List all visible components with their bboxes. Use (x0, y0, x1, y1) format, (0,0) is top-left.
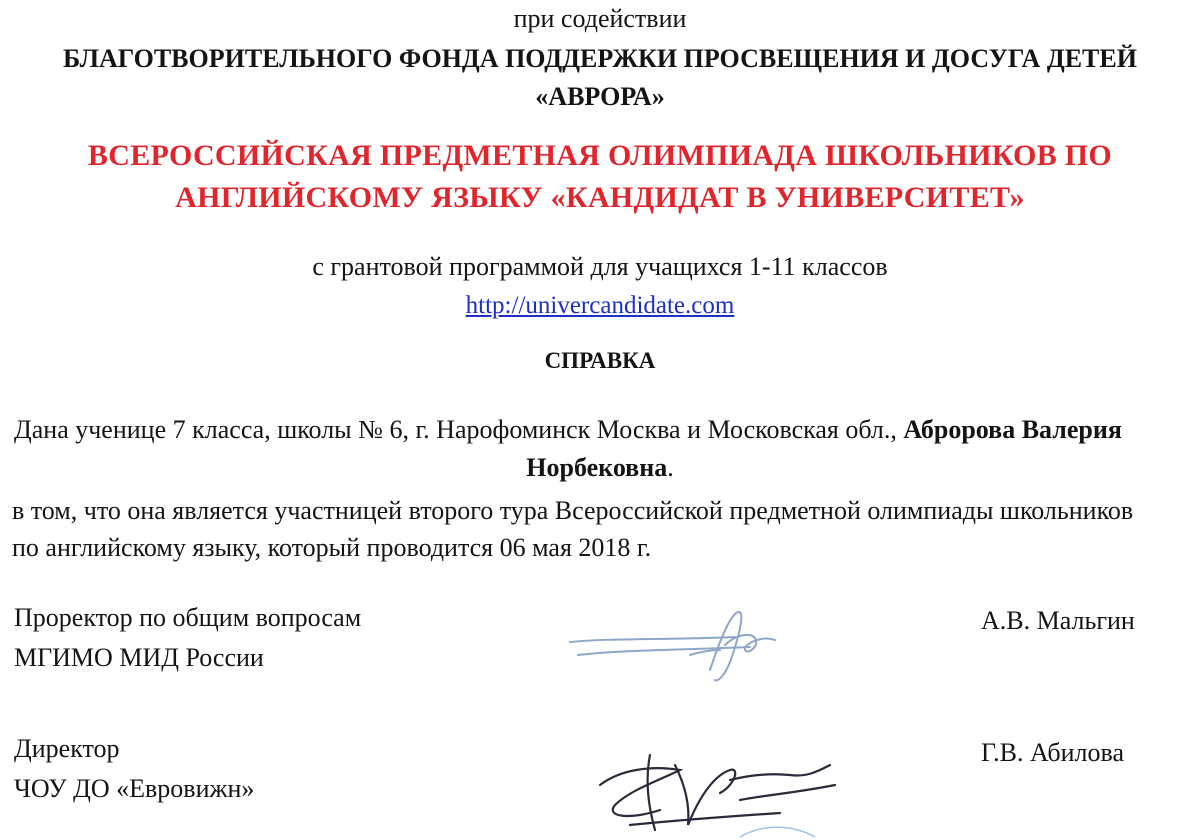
signatory-1-organization: МГИМО МИД России (14, 643, 264, 672)
student-name: Абророва Валерия (903, 415, 1122, 444)
signatory-1-name: А.В. Мальгин (981, 606, 1135, 635)
document-heading: СПРАВКА (544, 348, 656, 373)
signature-1-image (560, 600, 820, 690)
body-period: . (667, 453, 674, 482)
foundation-name: БЛАГОТВОРИТЕЛЬНОГО ФОНДА ПОДДЕРЖКИ ПРОСВЕЩЕНИЯ И ДОСУГА ДЕТЕЙ (63, 44, 1137, 73)
student-patronymic: Норбековна (526, 453, 668, 482)
student-school-info: Дана ученице 7 класса, школы № 6, г. Нарофоминск Москва и Московская обл., (14, 415, 904, 444)
signature-2-image (590, 725, 860, 840)
body-line-3: в том, что она является участницей второго тура Всероссийской предметной олимпиады школьников (12, 496, 1134, 525)
olympiad-subtitle: с грантовой программой для учащихся 1-11 классов (312, 252, 888, 281)
olympiad-title-line1: ВСЕРОССИЙСКАЯ ПРЕДМЕТНАЯ ОЛИМПИАДА ШКОЛЬНИКОВ ПО (87, 139, 1113, 172)
body-line-1 (14, 415, 1122, 445)
signatory-1-position: Проректор по общим вопросам (14, 603, 362, 632)
foundation-name-quoted: «АВРОРА» (535, 82, 665, 111)
body-line-2 (0, 453, 1200, 483)
assist-line: при содействии (513, 4, 687, 33)
olympiad-link-wrap (0, 292, 1200, 320)
olympiad-url-link[interactable]: http://univercandidate.com (465, 292, 735, 319)
body-line-4: по английскому языку, который проводится 06 мая 2018 г. (12, 533, 652, 562)
signatory-2-organization: ЧОУ ДО «Евровижн» (14, 774, 255, 803)
signatory-2-name: Г.В. Абилова (981, 738, 1124, 767)
signatory-2-position: Директор (14, 734, 120, 763)
olympiad-title-line2: АНГЛИЙСКОМУ ЯЗЫКУ «КАНДИДАТ В УНИВЕРСИТЕТ» (175, 181, 1025, 214)
